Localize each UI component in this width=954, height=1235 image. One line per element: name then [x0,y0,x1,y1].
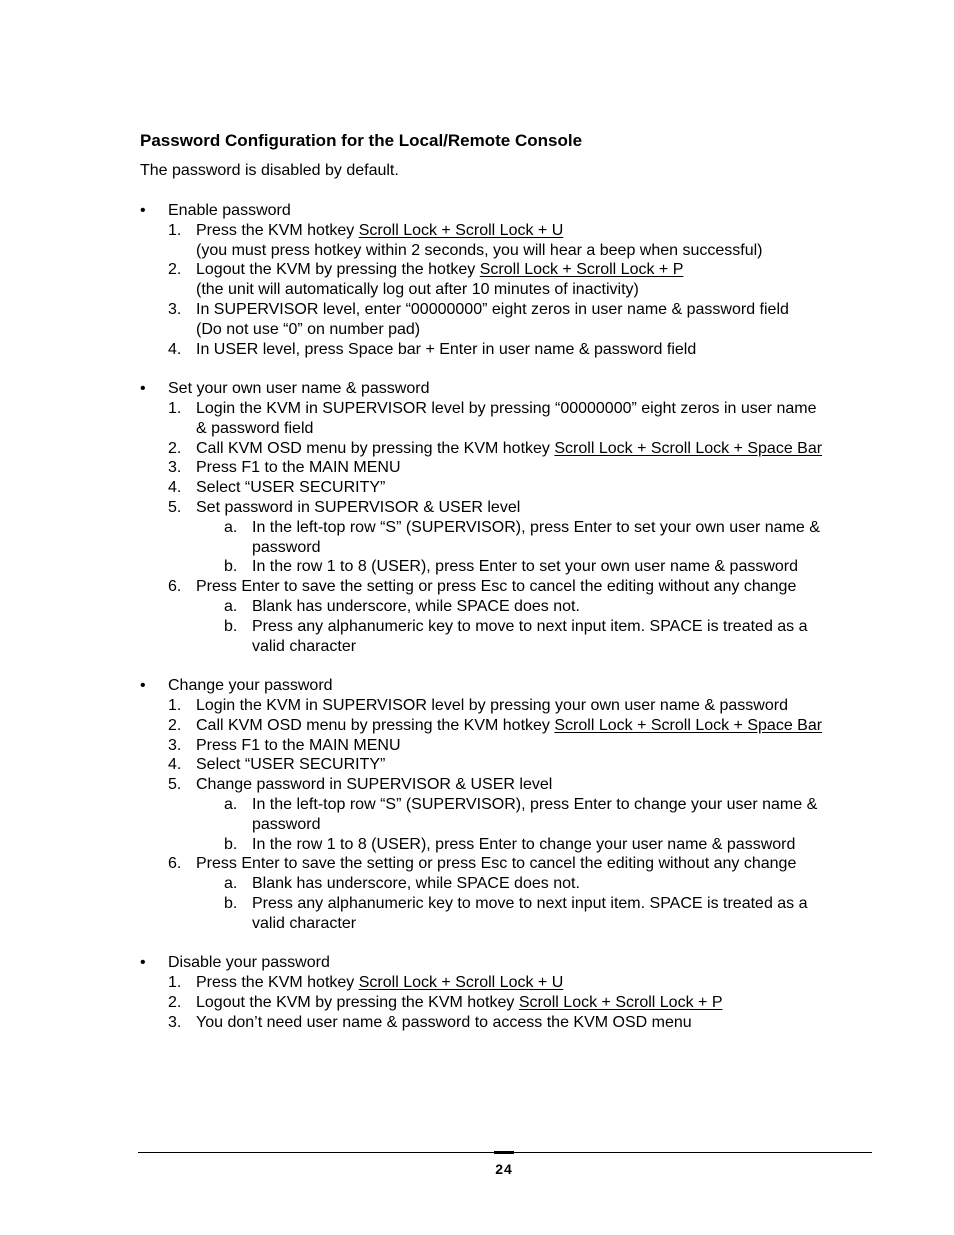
section-title: Change your password [168,677,333,695]
instruction-section [140,953,880,1032]
step-text-line [196,994,722,1011]
substep-text: Press any alphanumeric key to move to next input item. SPACE is treated as a [252,617,808,635]
step-text-line [196,855,796,872]
step-text: Set password in SUPERVISOR & USER level [196,498,521,516]
instruction-section [140,201,880,359]
page-title: Password Configuration for the Local/Remote Console [140,131,583,150]
step-text-line [196,578,796,595]
step-text-line [196,697,788,714]
lettered-substep [140,894,880,934]
step-number: 1. [168,974,182,992]
bullet-marker: • [140,954,146,972]
numbered-step [140,736,880,756]
section-bullet-item [140,676,880,696]
substep-text: Blank has underscore, while SPACE does not. [252,597,580,615]
step-number: 4. [168,756,182,774]
numbered-step [140,854,880,874]
substep-text: Press any alphanumeric key to move to next input item. SPACE is treated as a [252,894,808,912]
substep-continuation: valid character [252,637,357,655]
step-number: 6. [168,855,182,873]
step-text-line [196,717,822,734]
substep-letter: a. [224,875,238,893]
step-text: Press F1 to the MAIN MENU [196,459,401,477]
step-continuation: (you must press hotkey within 2 seconds, you will hear a beep when successful) [196,241,763,259]
hotkey-sequence: Scroll Lock + Scroll Lock + U [358,221,564,239]
section-title: Set your own user name & password [168,380,430,398]
numbered-step [140,498,880,518]
step-number: 3. [168,459,182,477]
intro-text: The password is disabled by default. [140,162,399,179]
numbered-step [140,1013,880,1033]
step-text: Select “USER SECURITY” [196,479,386,497]
numbered-step [140,577,880,597]
step-continuation: (the unit will automatically log out after 10 minutes of inactivity) [196,281,639,299]
lettered-substep [140,557,880,577]
step-text-line [196,479,385,496]
step-text-line [196,974,563,991]
step-text: Press the KVM hotkey [196,221,359,239]
instruction-section [140,676,880,933]
lettered-substep [140,597,880,617]
step-number: 3. [168,300,182,318]
step-text: You don’t need user name & password to access the KVM OSD menu [196,1013,692,1031]
step-text: Call KVM OSD menu by pressing the KVM hotkey [196,716,555,734]
section-title: Enable password [168,202,291,219]
step-text: Logout the KVM by pressing the hotkey [196,261,480,279]
substep-letter: a. [224,795,238,813]
step-text-line [196,301,789,318]
hotkey-sequence: Scroll Lock + Scroll Lock + P [518,993,723,1011]
section-title: Disable your password [168,954,330,972]
substep-text: In the left-top row “S” (SUPERVISOR), press Enter to set your own user name & [252,518,820,536]
step-text-line [196,222,563,239]
step-text: Press Enter to save the setting or press Esc to cancel the editing without any change [196,855,797,873]
step-number: 1. [168,696,182,714]
step-number: 5. [168,498,182,516]
step-number: 6. [168,578,182,596]
step-number: 3. [168,1013,182,1031]
substep-text: In the row 1 to 8 (USER), press Enter to change your user name & password [252,835,796,853]
step-number: 5. [168,776,182,794]
step-text: In USER level, press Space bar + Enter in user name & password field [196,340,697,358]
lettered-substep [140,835,880,855]
step-number: 2. [168,716,182,734]
substep-continuation: password [252,538,321,556]
step-text: Press the KVM hotkey [196,974,359,992]
step-text-line [196,499,520,516]
numbered-step [140,439,880,459]
numbered-step [140,478,880,498]
step-text: In SUPERVISOR level, enter “00000000” eight zeros in user name & password field [196,300,789,318]
step-text-line [196,756,385,773]
substep-letter: b. [224,617,238,635]
numbered-step [140,340,880,360]
step-continuation: (Do not use “0” on number pad) [196,320,421,338]
instruction-section [140,379,880,656]
footer-divider-tick [494,1151,514,1154]
step-text-line [196,776,552,793]
substep-letter: b. [224,558,238,576]
hotkey-sequence: Scroll Lock + Scroll Lock + Space Bar [554,716,823,734]
bullet-marker: • [140,202,146,219]
step-number: 1. [168,221,182,239]
page-number: 24 [495,1161,513,1177]
bullet-marker: • [140,380,146,398]
step-number: 2. [168,261,182,279]
lettered-substep [140,874,880,894]
lettered-substep [140,518,880,558]
numbered-step [140,993,880,1013]
step-text-line [196,737,401,754]
section-bullet-item [140,379,880,399]
step-number: 3. [168,736,182,754]
substep-letter: a. [224,597,238,615]
substep-continuation: password [252,815,321,833]
step-text: Press Enter to save the setting or press Esc to cancel the editing without any change [196,578,797,596]
substep-letter: a. [224,518,238,536]
step-text: Login the KVM in SUPERVISOR level by pressing your own user name & password [196,696,788,714]
substep-letter: b. [224,835,238,853]
numbered-step [140,260,880,300]
step-number: 2. [168,993,182,1011]
hotkey-sequence: Scroll Lock + Scroll Lock + P [479,261,684,279]
substep-continuation: valid character [252,914,357,932]
substep-text: In the row 1 to 8 (USER), press Enter to set your own user name & password [252,558,799,576]
step-text-line [196,261,683,278]
instruction-sections [140,201,880,1052]
step-text: Logout the KVM by pressing the KVM hotkey [196,993,519,1011]
substep-text: In the left-top row “S” (SUPERVISOR), press Enter to change your user name & [252,795,818,813]
hotkey-sequence: Scroll Lock + Scroll Lock + U [358,974,564,992]
step-text: Login the KVM in SUPERVISOR level by pressing “00000000” eight zeros in user name [196,399,817,417]
section-bullet-item [140,201,880,221]
substep-letter: b. [224,894,238,912]
step-number: 4. [168,340,182,358]
numbered-step [140,300,880,340]
substep-text: Blank has underscore, while SPACE does not. [252,875,580,893]
step-text-line [196,1014,692,1031]
lettered-substep [140,795,880,835]
step-number: 2. [168,439,182,457]
section-bullet-item [140,953,880,973]
step-number: 1. [168,399,182,417]
step-text-line [196,341,696,358]
step-text: Change password in SUPERVISOR & USER level [196,776,553,794]
step-text-line [196,459,401,476]
numbered-step [140,973,880,993]
step-text: Press F1 to the MAIN MENU [196,736,401,754]
step-text: Call KVM OSD menu by pressing the KVM hotkey [196,439,555,457]
numbered-step [140,399,880,439]
lettered-substep [140,617,880,657]
step-text-line [196,400,816,417]
step-continuation: & password field [196,419,314,437]
numbered-step [140,221,880,261]
numbered-step [140,696,880,716]
step-number: 4. [168,479,182,497]
step-text-line [196,440,822,457]
hotkey-sequence: Scroll Lock + Scroll Lock + Space Bar [554,439,823,457]
numbered-step [140,716,880,736]
numbered-step [140,775,880,795]
step-text: Select “USER SECURITY” [196,756,386,774]
numbered-step [140,755,880,775]
bullet-marker: • [140,677,146,695]
numbered-step [140,458,880,478]
